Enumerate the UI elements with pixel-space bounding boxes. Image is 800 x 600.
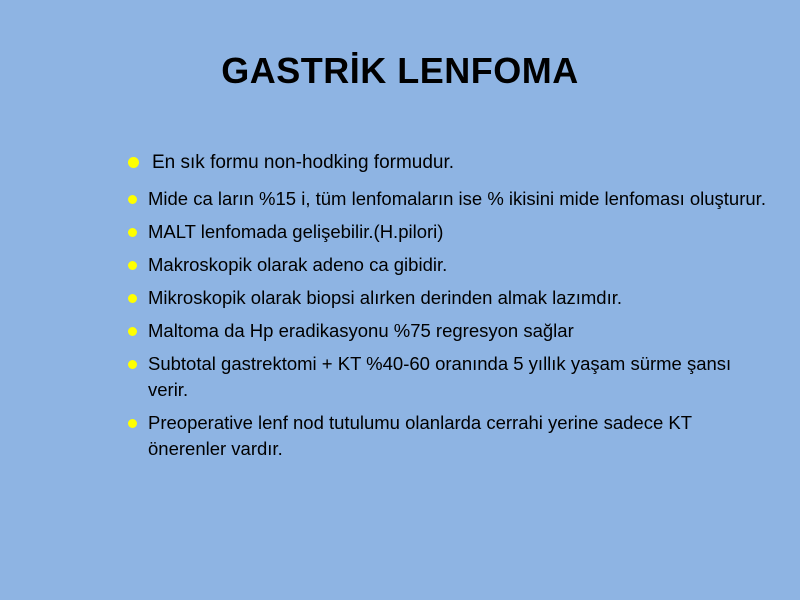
- bullet-item: [128, 410, 768, 462]
- bullet-text: Preoperative lenf nod tutulumu olanlarda cerrahi yerine sadece KT önerenler vardır.: [148, 412, 692, 459]
- bullet-dot-icon: [128, 360, 137, 369]
- bullet-item: [128, 351, 768, 403]
- bullet-dot-icon: [128, 228, 137, 237]
- bullet-text: Mide ca ların %15 i, tüm lenfomaların ise % ikisini mide lenfoması oluşturur.: [148, 188, 766, 209]
- bullet-item: [128, 252, 768, 278]
- bullet-dot-icon: [128, 419, 137, 428]
- bullet-list: [128, 150, 768, 469]
- bullet-item: [128, 186, 768, 212]
- bullet-dot-icon: [128, 327, 137, 336]
- bullet-text: MALT lenfomada gelişebilir.(H.pilori): [148, 221, 444, 242]
- bullet-dot-icon: [128, 157, 139, 168]
- bullet-dot-icon: [128, 294, 137, 303]
- bullet-dot-icon: [128, 261, 137, 270]
- bullet-text: Subtotal gastrektomi + KT %40-60 oranında 5 yıllık yaşam sürme şansı verir.: [148, 353, 732, 400]
- bullet-text: En sık formu non-hodking formudur.: [152, 152, 455, 173]
- slide-title: GASTRİK LENFOMA: [221, 50, 579, 91]
- bullet-dot-icon: [128, 195, 137, 204]
- bullet-text: Makroskopik olarak adeno ca gibidir.: [148, 254, 448, 275]
- bullet-item: [128, 150, 768, 176]
- bullet-text: Mikroskopik olarak biopsi alırken derinden almak lazımdır.: [148, 287, 623, 308]
- bullet-item: [128, 318, 768, 344]
- bullet-item: [128, 285, 768, 311]
- bullet-text: Maltoma da Hp eradikasyonu %75 regresyon sağlar: [148, 320, 574, 341]
- bullet-item: [128, 219, 768, 245]
